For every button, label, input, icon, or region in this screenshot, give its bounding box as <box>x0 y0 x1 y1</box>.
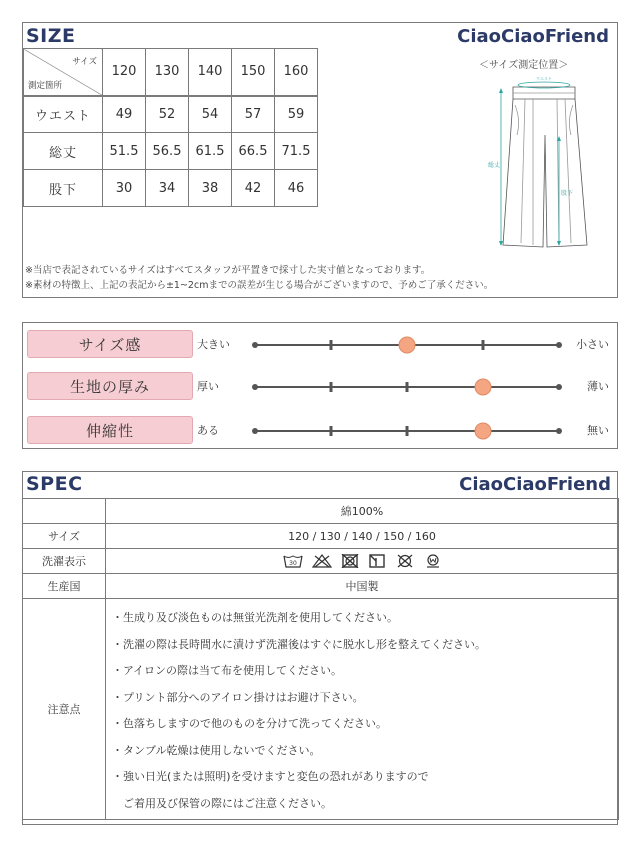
table-row <box>23 599 619 820</box>
table-cell: 38 <box>189 170 232 207</box>
spec-title: SPEC <box>26 473 83 495</box>
scale-tick <box>330 340 333 350</box>
list-item: ・洗濯の際は長時間水に漬けず洗濯後はすぐに脱水し形を整えてください。 <box>112 637 486 651</box>
diagram-caption: ＜サイズ測定位置＞ <box>479 60 569 71</box>
size-title: SIZE <box>26 25 76 47</box>
scale-level-marker <box>399 337 415 353</box>
care-notes <box>106 599 619 820</box>
scale-tick <box>330 382 333 392</box>
table-cell: 71.5 <box>275 133 318 170</box>
table-cell: 54 <box>189 96 232 133</box>
table-row <box>24 170 318 207</box>
diagram-length-label: 総丈 <box>488 162 501 169</box>
feel-right-label: 小さい <box>576 338 609 351</box>
scale-tick <box>482 340 485 350</box>
table-row <box>23 524 619 549</box>
scale-tick <box>406 382 409 392</box>
feel-row-thickness <box>23 372 619 402</box>
row-label-length: 総丈 <box>24 133 103 170</box>
list-item: ・生成り及び淡色ものは無蛍光洗剤を使用してください。 <box>112 611 398 624</box>
scale-level-marker <box>475 423 491 439</box>
list-item: ・強い日光(または照明)を受けますと変色の恐れがありますので <box>112 770 429 783</box>
wash-symbols <box>106 549 619 574</box>
table-cell: 34 <box>146 170 189 207</box>
size-col-header: 130 <box>146 49 189 96</box>
pants-measurement-diagram <box>463 75 613 255</box>
wash-temp-label: 30 <box>288 560 297 567</box>
table-cell: 66.5 <box>232 133 275 170</box>
no-bleach-icon <box>312 554 332 568</box>
feel-right-label: 薄い <box>587 380 609 393</box>
line-dry-shade-icon <box>368 554 386 568</box>
table-cell: 57 <box>232 96 275 133</box>
table-cell: 56.5 <box>146 133 189 170</box>
scale-end-dot <box>556 342 562 348</box>
table-cell: 51.5 <box>103 133 146 170</box>
table-cell: 52 <box>146 96 189 133</box>
feel-right-label: 無い <box>587 424 609 437</box>
table-cell: 46 <box>275 170 318 207</box>
size-table <box>23 48 318 207</box>
size-col-header: 140 <box>189 49 232 96</box>
feel-scale <box>249 375 567 399</box>
origin-label: 生産国 <box>23 574 106 599</box>
diagram-inseam-label: 股下 <box>561 190 574 197</box>
feel-row-size <box>23 330 619 360</box>
size-panel <box>22 22 618 298</box>
spec-size-label: サイズ <box>23 524 106 549</box>
origin-value: 中国製 <box>106 574 619 599</box>
size-header-corner <box>24 49 103 96</box>
table-cell: 49 <box>103 96 146 133</box>
feel-label: サイズ感 <box>27 330 193 358</box>
spec-size-value: 120 / 130 / 140 / 150 / 160 <box>106 524 619 549</box>
scale-end-dot <box>252 384 258 390</box>
table-cell: 61.5 <box>189 133 232 170</box>
feel-left-label: 厚い <box>197 380 219 393</box>
feel-scale <box>249 419 567 443</box>
size-header-row <box>24 49 318 96</box>
feel-scale <box>249 333 567 357</box>
size-col-header: 150 <box>232 49 275 96</box>
row-label-inseam: 股下 <box>24 170 103 207</box>
feel-left-label: ある <box>197 424 219 437</box>
size-col-header: 160 <box>275 49 318 96</box>
scale-end-dot <box>252 428 258 434</box>
table-cell: 59 <box>275 96 318 133</box>
scale-tick <box>330 426 333 436</box>
list-item: ・色落ちしますので他のものを分けて洗ってください。 <box>112 717 387 730</box>
feel-label: 生地の厚み <box>27 372 193 400</box>
size-note: ※当店で表記されているサイズはすべてスタッフが平置きで採寸した実寸値となっております。 <box>25 265 431 276</box>
wash-label: 洗濯表示 <box>23 549 106 574</box>
scale-tick <box>406 426 409 436</box>
fit-feel-panel <box>22 322 618 449</box>
size-note: ※素材の特徴上、上記の表記から±1~2cmまでの誤差が生じる場合がございますので、予めご了承ください。 <box>25 280 494 291</box>
wet-clean-icon <box>424 554 442 568</box>
table-row <box>24 96 318 133</box>
list-item: ご着用及び保管の際にはご注意ください。 <box>112 796 332 810</box>
table-cell: 30 <box>103 170 146 207</box>
diagram-waist-label: ウエスト <box>536 76 552 81</box>
feel-label: 伸縮性 <box>27 416 193 444</box>
header-measure-label: 測定箇所 <box>28 80 63 91</box>
table-row <box>24 133 318 170</box>
spec-panel <box>22 471 618 825</box>
scale-level-marker <box>475 379 491 395</box>
no-tumble-dry-icon <box>341 554 359 568</box>
size-brand: CiaoCiaoFriend <box>457 26 609 47</box>
scale-end-dot <box>252 342 258 348</box>
feel-row-stretch <box>23 416 619 446</box>
table-cell: 42 <box>232 170 275 207</box>
spec-brand: CiaoCiaoFriend <box>459 474 611 495</box>
size-col-header: 120 <box>103 49 146 96</box>
list-item: ・タンブル乾燥は使用しないでください。 <box>112 743 321 757</box>
no-dry-clean-icon <box>395 554 415 568</box>
scale-end-dot <box>556 428 562 434</box>
material-value: 綿100% <box>106 499 619 524</box>
list-item: ・アイロンの際は当て布を使用してください。 <box>112 664 343 677</box>
table-row <box>23 574 619 599</box>
wash-30-icon <box>283 554 303 568</box>
feel-left-label: 大きい <box>197 338 230 351</box>
scale-end-dot <box>556 384 562 390</box>
spec-table <box>22 498 619 820</box>
care-label: 注意点 <box>23 599 106 820</box>
table-row <box>23 499 619 524</box>
list-item: ・プリント部分へのアイロン掛けはお避け下さい。 <box>112 690 364 704</box>
table-row <box>23 549 619 574</box>
header-size-label: サイズ <box>72 57 97 67</box>
row-label-waist: ウエスト <box>24 96 103 133</box>
